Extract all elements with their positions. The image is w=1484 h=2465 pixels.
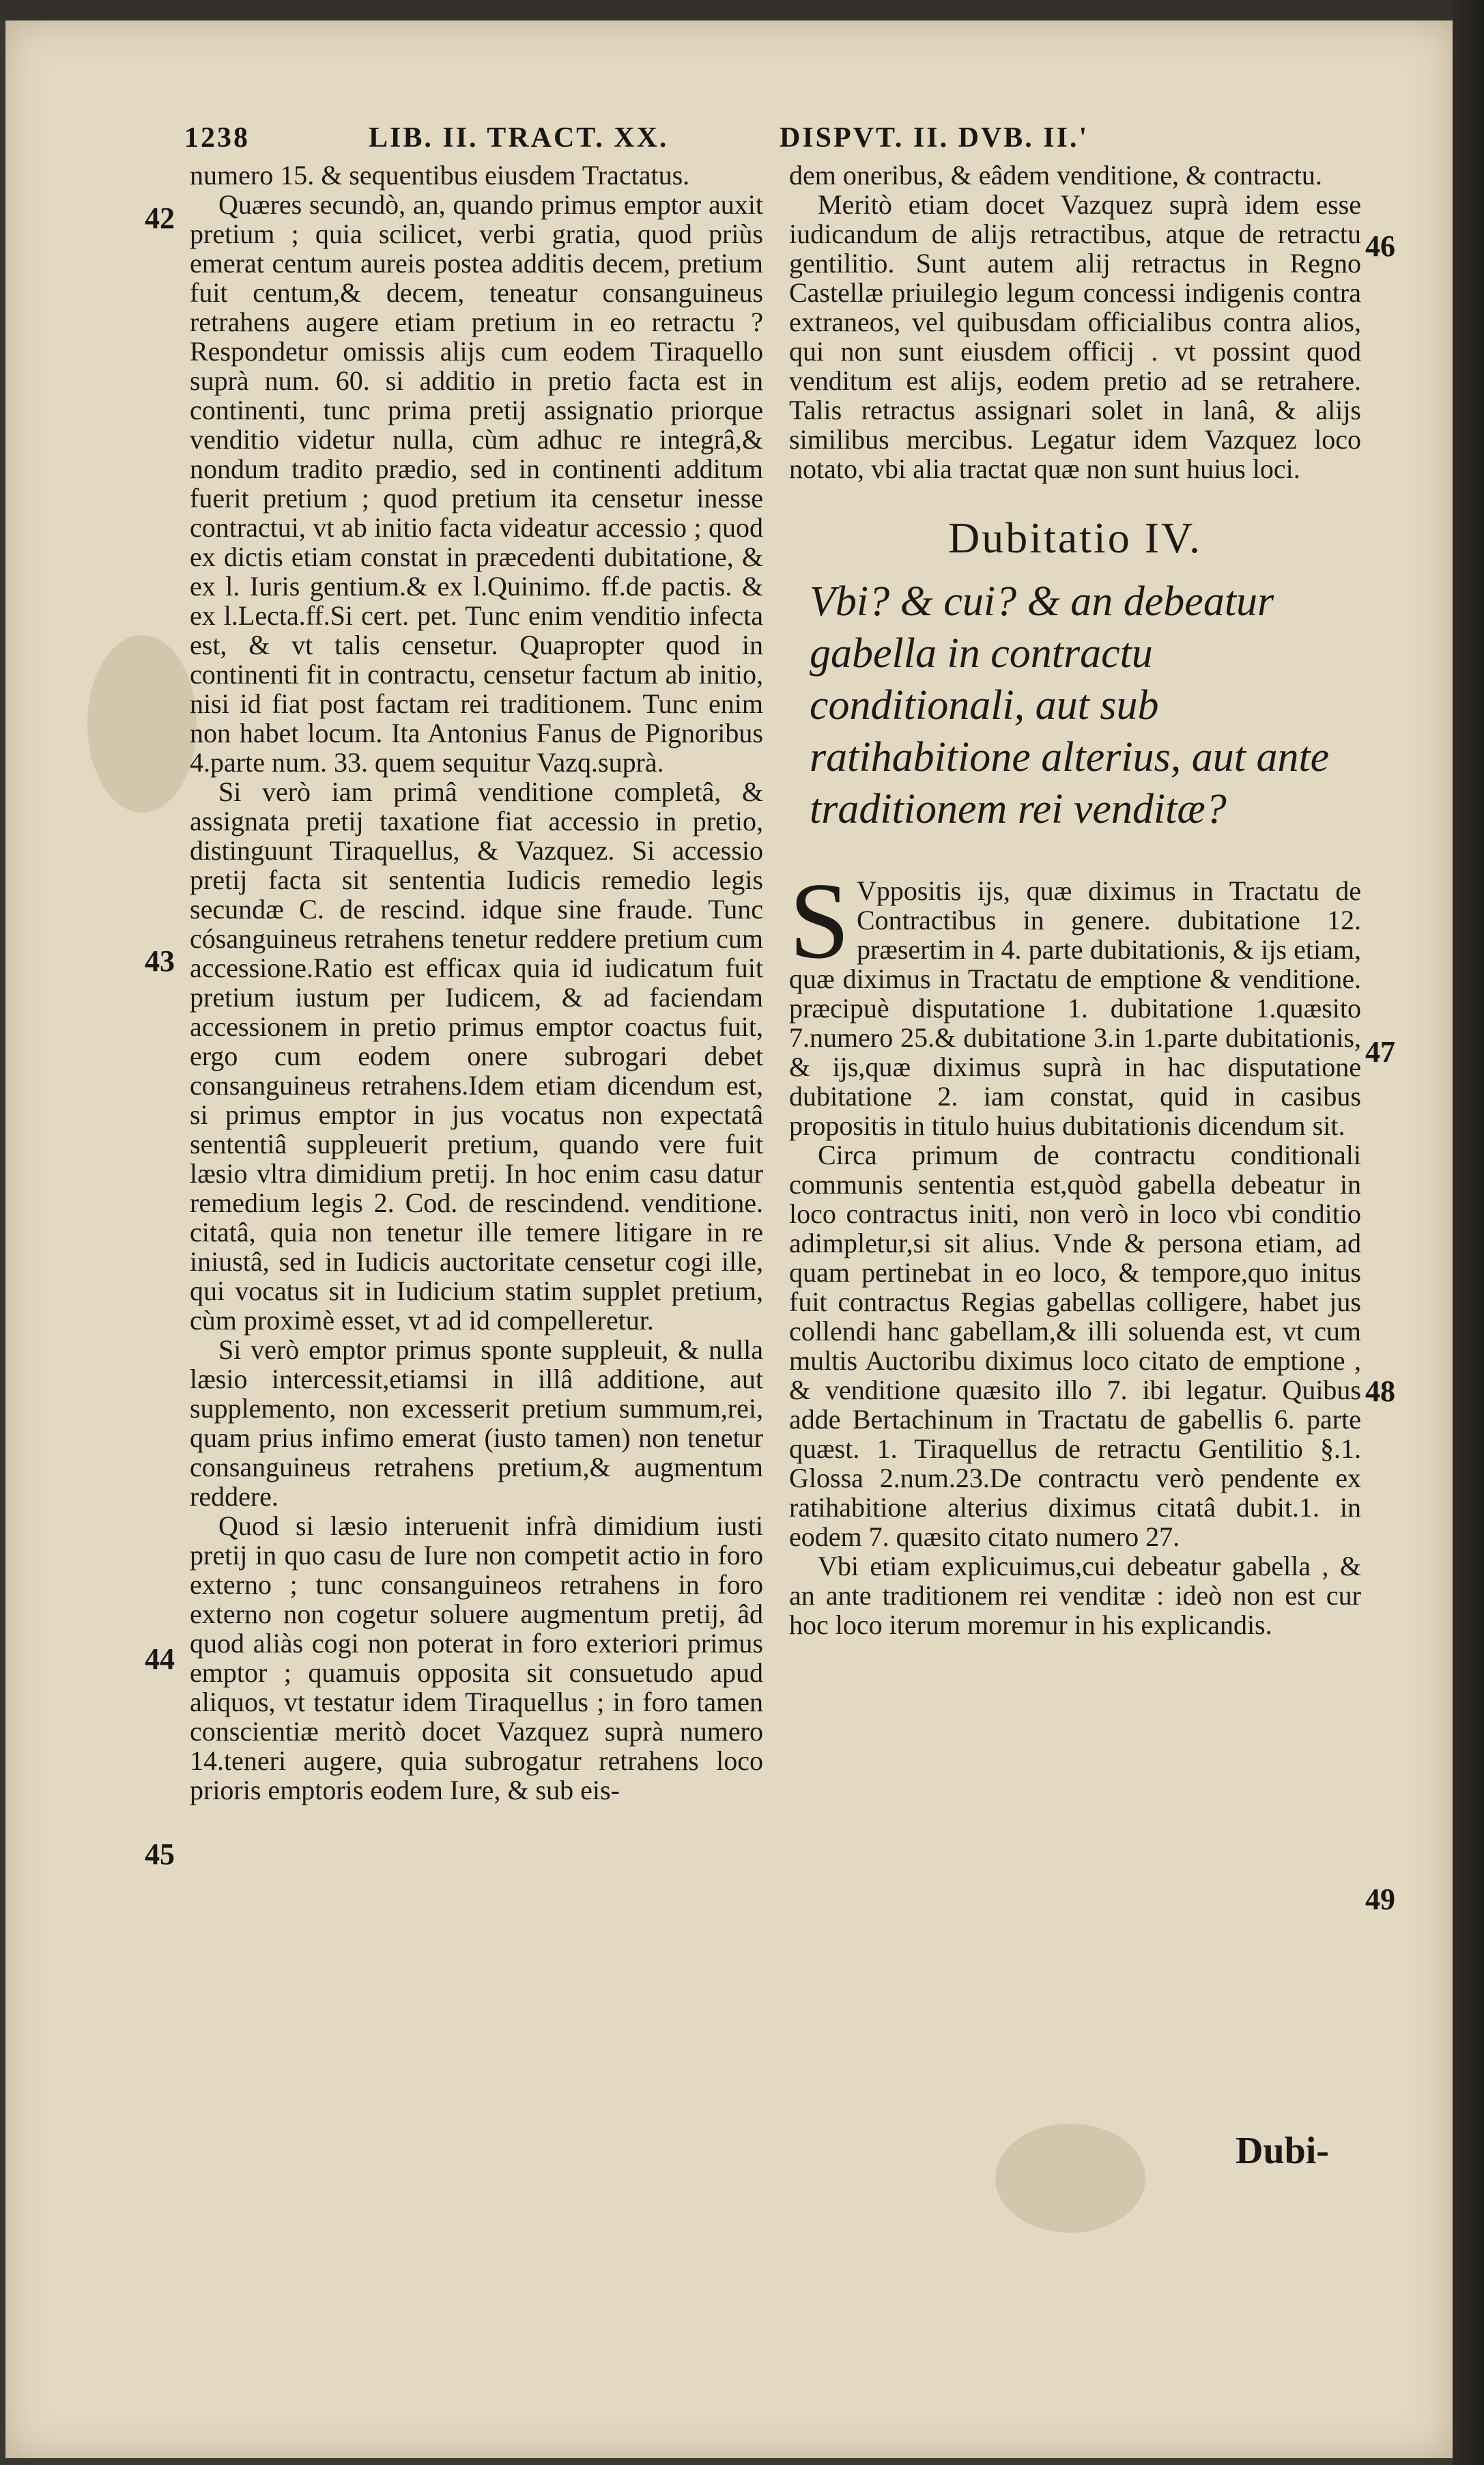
scan-right-edge bbox=[1453, 0, 1484, 2465]
paragraph: Circa primum de contractu conditionali communis sententia est,quòd gabella debeatur in loco contractus initi, non verò in loco vbi conditio adimpletur,si sit alius. Vnde & persona etiam, ad quam pertinebat in eo loco, & tempore,quo initus fuit contractus Regias gabellas colligere, habet jus collendi hanc gabellam,& illi soluenda est, vt cum multis Auctoribu diximus loco citato de emptione , & venditione quæsito illo 7. ibi legatur. Quibus adde Bertachinum in Tractatu de gabellis 6. parte quæst. 1. Tiraquellus de retractu Gentilitio §.1. Glossa 2.num.23.De contractu verò pendente ex ratihabitione alterius diximus citatâ dubit.1. in eodem 7. quæsito citato numero 27. bbox=[789, 1140, 1361, 1552]
paragraph: Quod si læsio interuenit infrà dimidium iusti pretij in quo casu de Iure non competit actio in foro externo ; tunc consanguineos retrahens in foro externo non cogetur soluere augmentum pretij, âd quod aliàs cogi non poterat in foro exteriori primus emptor ; quamuis opposita sit consuetudo apud aliquos, vt testatur idem Tiraquellus ; in foro tamen conscientiæ meritò docet Vazquez suprà numero 14.teneri augere, quia subrogatur retrahens loco prioris emptoris eodem Iure, & sub eis- bbox=[190, 1510, 763, 1805]
margin-number: 45 bbox=[145, 1837, 175, 1871]
paragraph: Vbi etiam explicuimus,cui debeatur gabella , & an ante traditionem rei venditæ : ideò non est cur hoc loco iterum moremur in his explicandis. bbox=[789, 1551, 1361, 1640]
margin-number: 48 bbox=[1365, 1375, 1395, 1408]
paper-stain bbox=[995, 2124, 1145, 2233]
disput-heading: DISPVT. II. DVB. II.' bbox=[780, 122, 1089, 154]
paragraph: numero 15. & sequentibus eiusdem Tractatus. bbox=[190, 160, 690, 191]
paragraph: Si verò iam primâ venditione completâ, & assignata pretij taxatione fiat accessio in pretio, distinguunt Tiraquellus, & Vazquez. Si accessio pretij facta sit sententia Iudicis remedio legis secundæ C. de rescind. idque sine fraude. Tunc cósanguineus retrahens tenetur reddere pretium cum accessione.Ratio est efficax quia id iudicatum fuit pretium iustum per Iudicem, & ad faciendam accessionem in pretio primus emptor coactus fuit, ergo cum eodem onere subrogari debet consanguineus retrahens.Idem etiam dicendum est, si primus emptor in jus vocatus non expectatâ sententiâ suppleuerit pretium, quando vere fuit læsio vltra dimidium pretij. In hoc enim casu datur remedium legis 2. Cod. de rescindend. venditione. citatâ, quia non tenetur ille temere litigare in re iniustâ, sed in Iudicis auctoritate censetur cogi ille, qui vocatus sit in Iudicium statim supplet pretium, cùm proximè esset, vt ad id compelleretur. bbox=[190, 776, 763, 1336]
left-column bbox=[190, 160, 763, 1805]
book-heading: LIB. II. TRACT. XX. bbox=[369, 122, 669, 154]
catchword: Dubi- bbox=[1236, 2130, 1329, 2172]
section-title: Dubitatio IV. bbox=[947, 513, 1203, 562]
paragraph: Si verò emptor primus sponte suppleuit, & nulla læsio intercessit,etiamsi in illâ additione, aut supplemento, non excesserit pretium summum,rei, quam prius infimo emerat (iusto tamen) non tenetur consanguineus retrahens pretium,& augmentum reddere. bbox=[190, 1334, 763, 1512]
page-number: 1238 bbox=[184, 122, 250, 154]
margin-number: 42 bbox=[145, 201, 175, 235]
margin-number: 44 bbox=[145, 1642, 175, 1676]
scan-top-edge bbox=[0, 0, 1484, 20]
paragraph: Quæres secundò, an, quando primus emptor auxit pretium ; quia scilicet, verbi gratia, quod priùs emerat centum aureis postea additis decem, pretium fuit centum,& decem, teneatur consanguineus retrahens augere etiam pretium in eo retractu ? Respondetur omissis alijs cum eodem Tiraquello suprà num. 60. si additio in pretio facta est in continenti, tunc prima pretij assignatio priorque venditio videtur nulla, cùm adhuc re integrâ,& nondum tradito prædio, sed in continenti additum fuerit pretium ; quod pretium ita censetur inesse contractui, vt ab initio facta videatur accessio ; quod ex dictis etiam constat in præcedenti dubitatione, & ex l. Iuris gentium.& ex l.Quinimo. ff.de pactis. & ex l.Lecta.ff.Si cert. pet. Tunc enim venditio infecta est, & vt talis censetur. Quapropter quod in continenti fit in contractu, censetur factum ab initio, nisi id fiat post factam rei traditionem. Tunc enim non habet locum. Ita Antonius Fanus de Pignoribus 4.parte num. 33. quem sequitur Vazq.suprà. bbox=[190, 189, 763, 778]
paragraph-text: Vppositis ijs, quæ diximus in Tractatu de Contractibus in genere. dubitatione 12. præsertim in 4. parte dubitationis, & ijs etiam, quæ diximus in Tractatu de emptione & venditione. præcipuè disputatione 1. dubitatione 1.quæsito 7.numero 25.& dubitatione 3.in 1.parte dubitationis, & ijs,quæ diximus suprà in hac disputatione dubitatione 2. iam constat, quid in casibus propositis in titulo huius dubitationis dicendum sit. bbox=[789, 875, 1361, 1141]
right-column bbox=[789, 160, 1361, 1639]
drop-cap: S bbox=[789, 860, 850, 981]
section-subtitle: Vbi? & cui? & an debeatur gabella in contractu conditionali, aut sub ratihabitione alterius, aut ante traditionem rei venditæ? bbox=[810, 578, 1330, 832]
paragraph: Meritò etiam docet Vazquez suprà idem esse iudicandum de alijs retractibus, atque de retractu gentilitio. Sunt autem alij retractus in Regno Castellæ priuilegio legum concessi indigenis contra extraneos, vel quibusdam officialibus contra alios, qui non sunt eiusdem officij . vt possint quod venditum est alijs, eodem pretio ad se retrahere. Talis retractus assignari solet in lanâ, & alijs similibus mercibus. Legatur idem Vazquez loco notato, vbi alia tractat quæ non sunt huius loci. bbox=[789, 189, 1361, 484]
margin-number: 49 bbox=[1365, 1883, 1395, 1916]
margin-number: 47 bbox=[1365, 1035, 1395, 1069]
margin-number: 43 bbox=[145, 944, 175, 978]
paragraph-with-dropcap bbox=[789, 860, 1361, 1141]
paper-stain bbox=[87, 635, 197, 813]
paragraph: dem oneribus, & eâdem venditione, & contractu. bbox=[789, 160, 1322, 191]
margin-number: 46 bbox=[1365, 229, 1395, 263]
